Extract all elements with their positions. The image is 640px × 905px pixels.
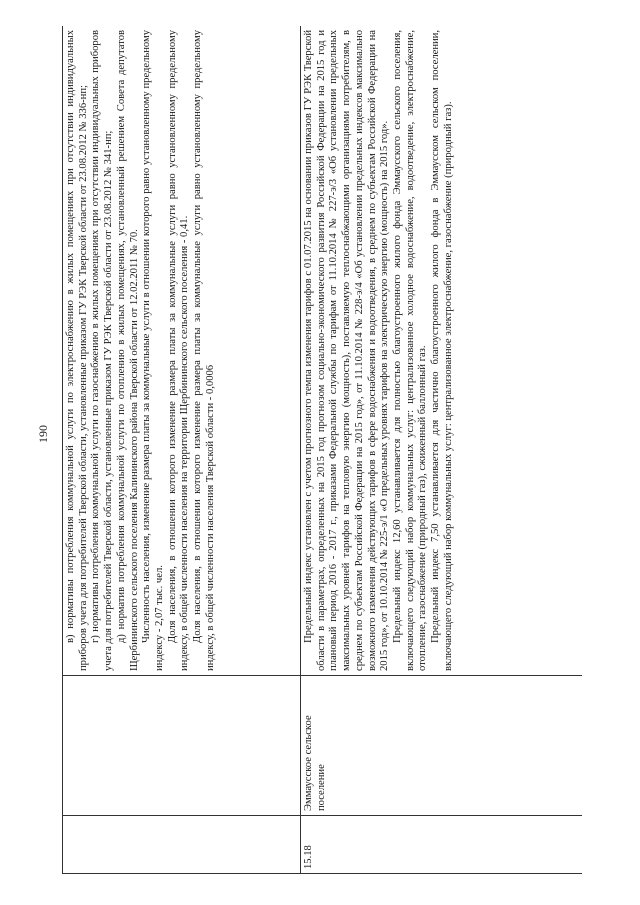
description-cell [301,26,583,676]
row-number-cell [63,816,301,874]
page-number: 190 [36,425,50,443]
paragraph: Численность населения, изменение размера платы за коммунальные услуги в отношении которого равно установленному предельному индексу - 2,07 тыс. чел. [141,30,165,671]
settlement-name-cell [63,676,301,816]
paragraph: Предельный индекс 7,50 устанавливается для частично благоустроенного жилого фонда в Эммаусском сельском поселении, включающего следующий набор коммунальных услуг: централизованное электроснабжение, газоснабжение (природный газ). [430,30,454,671]
rotated-content [62,26,582,874]
document-sheet [62,26,582,874]
paragraph: Доля населения, в отношении которого изменение размера платы за коммунальные услуги равно установленному предельному индексу, в общей численности населения на территории Щербининского сельского поселения - 0,41. [166,30,191,671]
paragraph: Доля населения, в отношении которого изменение размера платы за коммунальные услуги равно установленному предельному индексу, в общей численности населения Тверской области - 0,0006 [192,30,216,671]
table-row [63,26,301,874]
table-row [301,26,583,874]
tariff-table [62,26,582,874]
description-cell [63,26,301,676]
paragraph: в) нормативы потребления коммунальной услуги по электроснабжению в жилых помещениях при отсутствии индивидуальных приборов учета для потребителей Тверской области, установленные приказом ГУ РЭК Тверской области от 23.08.2012 № 336-нп; [65,30,89,671]
paragraph: д) норматив потребления коммунальной услуги по отоплению в жилых помещениях, установленный решением Совета депутатов Щербининского сельского поселения Калининского района Тверской области от 12.02.2011 № 70. [115,30,140,671]
paragraph: Предельный индекс установлен с учетом прогнозного темпа изменения тарифов с 01.07.2015 на основании приказов ГУ РЭК Тверской области в параметрах, определенных на 2015 год прогнозом социально-экономического развития Российской Федерации на 2015 год и плановый период 2016 - 2017 г., приказами Федеральной службы по тарифам от 11.10.2014 № 227-э/3 «Об установлении предельных максимальных уровней тарифов на тепловую энергию (мощность), поставляемую теплоснабжающими организациями потребителям, в среднем по субъектам Российской Федерации на 2015 год», от 11.10.2014 № 228-э/4 «Об установлении предельных индексов максимально возможного изменения действующих тарифов в сфере водоснабжения и водоотведения, в среднем по субъектам Российской Федерации на 2015 год», от 10.10.2014 № 225-э/1 «О предельных уровнях тарифов на электрическую энергию (мощность) на 2015 год». [303,30,391,671]
paragraph: г) нормативы потребления коммунальной услуги по газоснабжению в жилых помещениях при отсутствии индивидуальных приборов учета для потребителей Тверской области, установленные приказом ГУ РЭК Тверской области от 23.08.2012 № 341-нп; [90,30,115,671]
paragraph: Предельный индекс 12,60 устанавливается для полностью благоустроенного жилого фонда Эммаусского сельского поселения, включающего следующий набор коммунальных услуг: централизованное холодное водоснабжение, водоотведение, электроснабжение, отопление, газоснабжение (природный газ), сжиженный баллонный газ. [391,30,429,671]
settlement-name-cell: Эммаусское сельское поселение [301,676,583,816]
row-number-cell: 15.18 [301,816,583,874]
